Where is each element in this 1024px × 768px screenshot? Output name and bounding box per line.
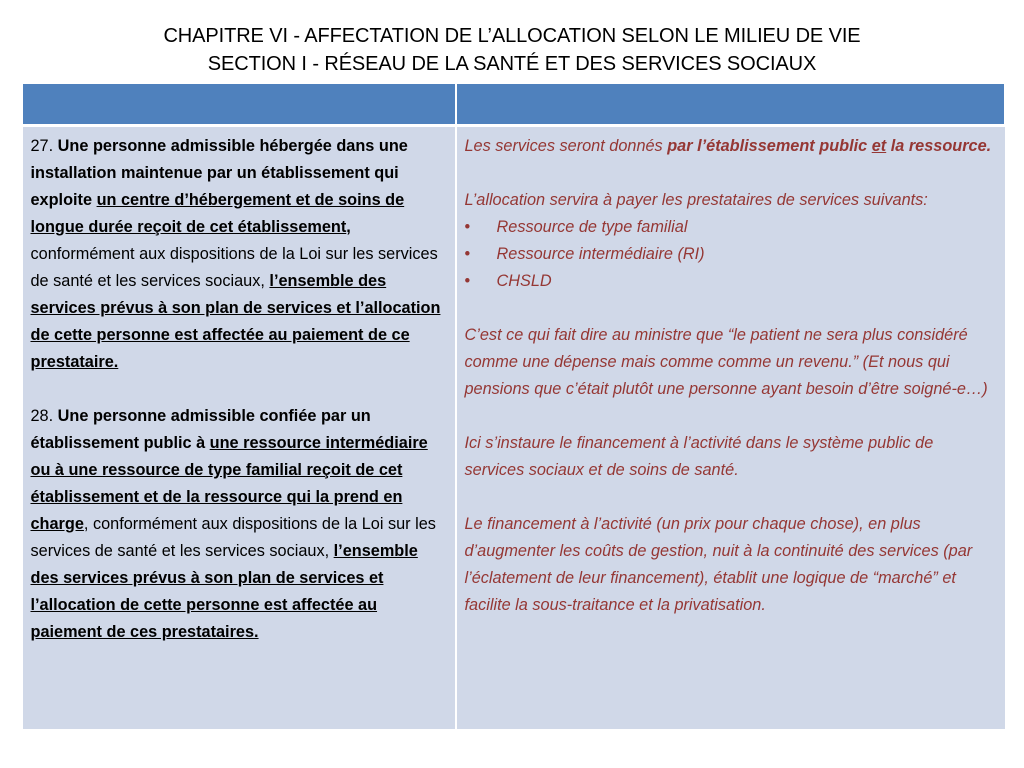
content-table [22, 83, 1005, 729]
article-number: 28. [30, 407, 58, 425]
list-item: • CHSLD [465, 268, 997, 295]
commentary-p2: L’allocation servira à payer les prestataires de services suivants: [464, 191, 928, 209]
bold-text: Une personne admissible confiée par un établissement public à [30, 407, 371, 452]
underlined-bold-text: une ressource intermédiaire ou à une ressource de type familial reçoit de cet établissement et de la ressource qui la prend en charge [30, 434, 428, 533]
italic-text: Les services seront donnés [464, 137, 668, 155]
commentary-p4: Ici s’instaure le financement à l’activité dans le système public de services sociaux et de soins de santé. [464, 434, 934, 479]
table-header-row [23, 84, 1005, 126]
bold-text: Une personne admissible hébergée dans une installation maintenue par un établissement qui exploite [30, 137, 408, 209]
provider-list [465, 214, 997, 295]
list-item: • Ressource intermédiaire (RI) [465, 241, 997, 268]
bold-text: , [346, 218, 351, 236]
table-body-row [23, 126, 1005, 729]
article-27 [31, 133, 447, 376]
slide-title [0, 22, 1024, 78]
bold-italic-text: la ressource. [886, 137, 992, 155]
underlined-bold-text: l’ensemble des services prévus à son plan de services et l’allocation de cette personne est affectée au paiement de ces prestataires. [30, 542, 418, 641]
chapter-title: CHAPITRE VI - AFFECTATION DE L’ALLOCATION SELON LE MILIEU DE VIE [163, 25, 861, 47]
commentary-cell [456, 126, 1005, 729]
article-number: 27. [30, 137, 58, 155]
header-cell-left [23, 84, 456, 126]
underlined-bold-text: l’ensemble des services prévus à son plan de services et l’allocation de cette personne est affectée au paiement de ce prestataire. [30, 272, 441, 371]
underlined-bold-text: un centre d’hébergement et de soins de longue durée reçoit de cet établissement [30, 191, 405, 236]
commentary-p5: Le financement à l’activité (un prix pour chaque chose), en plus d’augmenter les coûts de gestion, nuit à la continuité des services (par l’éclatement de leur financement), établit une logique de “marché” et facilite la sous-traitance et la privatisation. [464, 515, 973, 614]
commentary-p3: C’est ce qui fait dire au ministre que “le patient ne sera plus considéré comme une dépense mais comme comme un revenu.” (Et nous qui pensions que c’était plutôt une personne ayant besoin d’être soigné-e…) [464, 326, 988, 398]
legal-text-cell [23, 126, 456, 729]
header-cell-right [456, 84, 1005, 126]
underlined-bold-italic-text: et [871, 137, 887, 155]
plain-text: conformément aux dispositions de la Loi sur les services de santé et les services sociaux, [30, 245, 438, 290]
list-item: • Ressource de type familial [465, 214, 997, 241]
section-title: SECTION I - RÉSEAU DE LA SANTÉ ET DES SERVICES SOCIAUX [207, 53, 817, 75]
plain-text: , conformément aux dispositions de la Loi sur les services de santé et les services sociaux, [30, 515, 436, 560]
commentary-p1 [465, 133, 997, 160]
article-28 [31, 403, 447, 646]
bold-italic-text: par l’établissement public [667, 137, 872, 155]
